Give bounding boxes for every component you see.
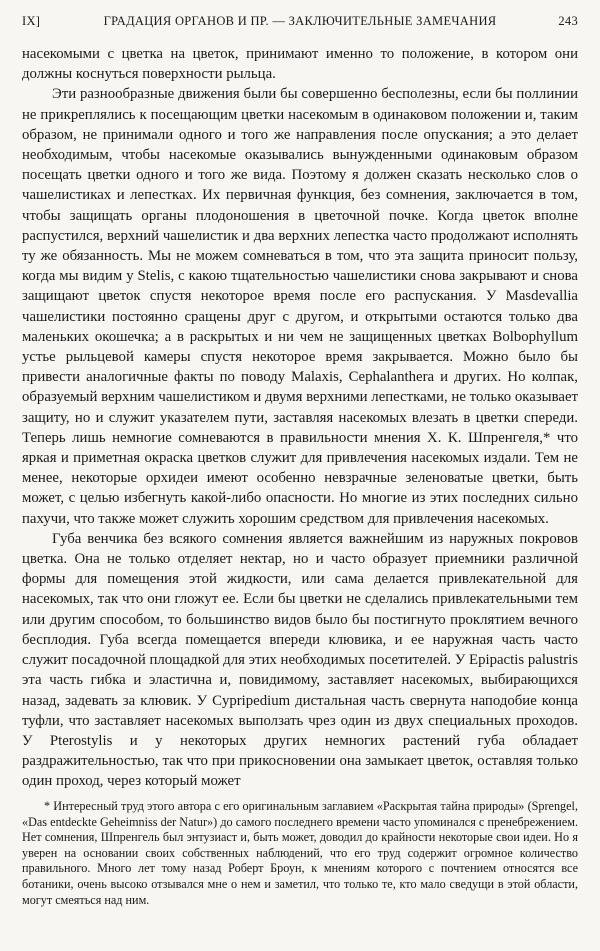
footnote (22, 799, 578, 908)
paragraph-sepals-petals: Эти разнообразные движения были бы совершенно бесполезны, если бы поллинии не прикреплялись к посещающим цветки насекомым в одинаковом положении и, таким образом, не принимали одного и того же направления после опускания; а это делает необходимым, чтобы насекомые оказывались вынужденными одинаковым образом посещать цветки одного и того же вида. Поэтому я должен сказать несколько слов о чашелистиках и лепестках. Их первичная функция, без сомнения, заключается в том, чтобы защищать органы плодоношения в цветочной почке. Когда цветок вполне распустился, верхний чашелистик и два верхних лепестка часто продолжают исполнять ту же обязанность. Мы не можем сомневаться в том, что эта защита приносит пользу, когда мы видим у Stelis, с какою тщательностью чашелистики снова закрывают и снова защищают цветок спустя некоторое время после его распускания. У Masdevallia чашелистики постоянно сращены друг с другом, и открытыми остаются только два маленьких окошечка; а в раскрытых и ни чем не защищенных цветках Bolbophyllum устье рыльцевой камеры спустя некоторое время закрывается. Можно было бы привести аналогичные факты по поводу Malaxis, Cephalanthera и других. Но колпак, образуемый верхним чашелистиком и двумя верхними лепестками, не только оказывает защиту, но и служит указателем пути, заставляя насекомых влезать в цветки спереди. Теперь лишь немногие сомневаются в правильности мнения Х. К. Шпренгеля,* что яркая и приметная окраска цветков служит для привлечения насекомых издали. Тем не менее, некоторые орхидеи имеют особенно невзрачные зеленоватые цветки, быть может, с целью избегнуть какой-либо опасности. Но многие из этих последних сильно пахучи, что также может служить хорошим средством для привлечения насекомых. (22, 86, 578, 527)
paragraph-continued: насекомыми с цветка на цветок, принимают именно то положение, в котором они должны коснуться поверхности рыльца. (22, 46, 578, 83)
page-number: 243 (558, 14, 578, 28)
main-text (22, 44, 578, 792)
running-title: ГРАДАЦИЯ ОРГАНОВ И ПР. — ЗАКЛЮЧИТЕЛЬНЫЕ ЗАМЕЧАНИЯ (103, 14, 497, 28)
paragraph-labellum: Губа венчика без всякого сомнения является важнейшим из наружных покровов цветка. Она не только отделяет нектар, но и часто образует приемники различной формы для помещения этой жидкости, или сама делается привлекательной для насекомых, так что они гложут ее. Если бы цветки не сделались привлекательными тем или другим способом, то большинство видов было бы постигнуто проклятием вечного бесплодия. Губа всегда помещается впереди клювика, и ее наружная часть часто служит посадочной площадкой для этих необходимых посетителей. У Epipactis palustris эта часть гибка и эластична и, повидимому, заставляет насекомых, выбирающихся назад, задевать за клювик. У Cypripedium дистальная часть свернута наподобие конца туфли, что заставляет насекомых выползать чрез один из двух специальных проходов. У Pterostylis и у некоторых других немногих растений губа обладает раздражительностью, так что при прикосновении она замыкает цветок, оставляя только один проход, через который может (22, 530, 578, 790)
chapter-number: IX] (22, 14, 41, 28)
running-header (22, 14, 578, 34)
footnote-text: * Интересный труд этого автора с его оригинальным заглавием «Раскрытая тайна природы» (Sprengel, «Das entdeckte Geheimniss der Natur») до самого последнего времени часто упоминался с пренебрежением. Нет сомнения, Шпренгель был энтузиаст и, быть может, доводил до крайности некоторые свои идеи. Но я уверен на основании своих собственных наблюдений, что его труд содержит огромное количество правильного. Много лет тому назад Роберт Броун, к мнениям которого с почтением относятся все ботаники, очень высоко отзывался мне о нем и заметил, что только те, кто мало сведущи в этой области, могут смеяться над ним. (22, 799, 578, 907)
